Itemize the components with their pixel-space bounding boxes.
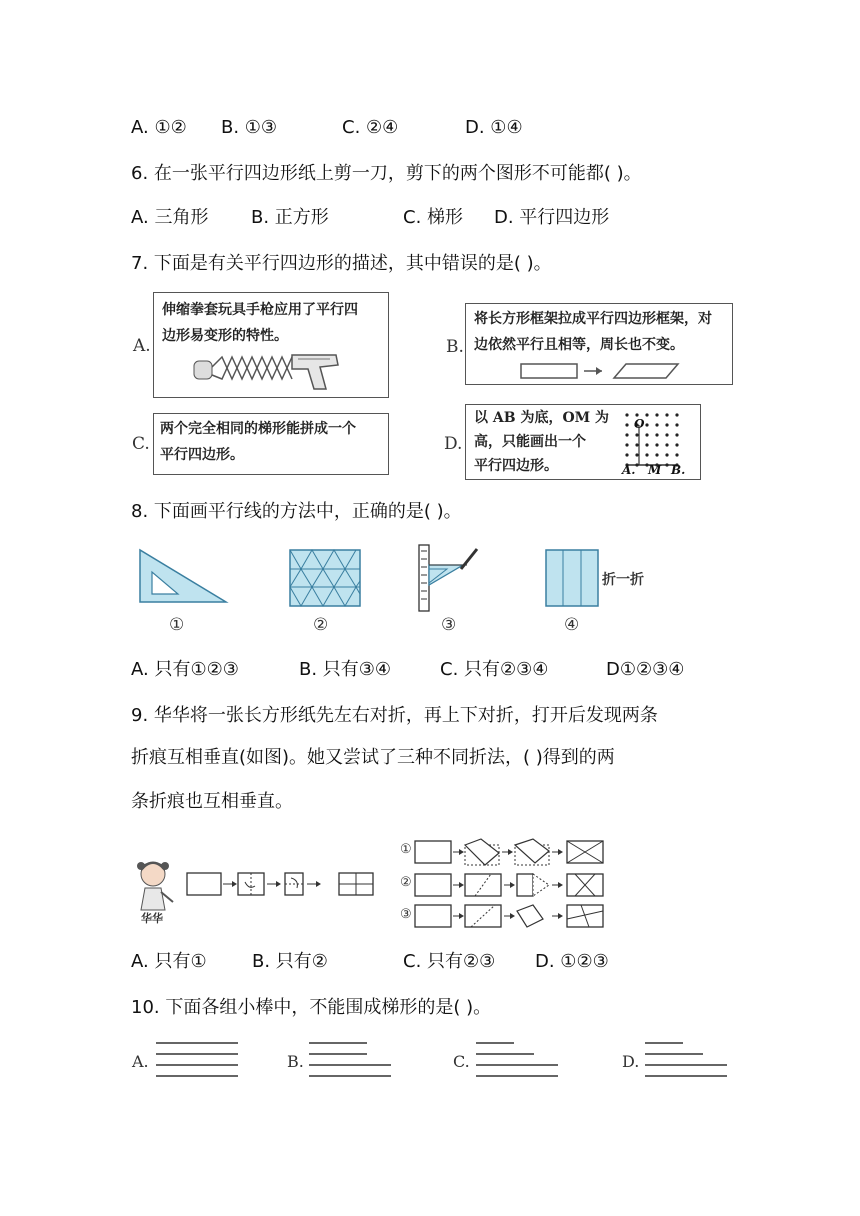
q7-box-c bbox=[153, 413, 389, 475]
q7-box-b-line1: 将长方形框架拉成平行四边形框架，对 bbox=[474, 311, 712, 327]
figure-label-3: ③ bbox=[441, 615, 457, 635]
grid-dot bbox=[645, 453, 648, 456]
q7-box-a-line2: 边形易变形的特性。 bbox=[162, 328, 288, 344]
sticks-label-d: D. bbox=[622, 1052, 640, 1071]
grid-dot bbox=[665, 453, 668, 456]
girl-label: 华华 bbox=[141, 912, 163, 925]
grid-dot bbox=[625, 433, 628, 436]
q7-question: 7. 下面是有关平行四边形的描述，其中错误的是( )。 bbox=[131, 253, 552, 274]
q7-box-d bbox=[465, 404, 701, 480]
grid-dot bbox=[645, 433, 648, 436]
grid-dot bbox=[635, 443, 638, 446]
q9-line-2: 折痕互相垂直(如图)。她又尝试了三种不同折法，( )得到的两 bbox=[131, 747, 615, 768]
fold-sequence-main bbox=[187, 870, 387, 900]
grid-dot bbox=[655, 413, 658, 416]
q6-option-b: B. 正方形 bbox=[251, 207, 329, 228]
q9-option-b: B. 只有② bbox=[252, 951, 328, 972]
q7-box-c-line2: 平行四边形。 bbox=[160, 447, 244, 463]
grid-dot bbox=[675, 453, 678, 456]
ruler-setsquare-icon bbox=[417, 543, 487, 613]
q5-option-b: B. ①③ bbox=[221, 117, 278, 138]
figure-label-1: ① bbox=[169, 615, 185, 635]
q7-box-b-letter: B. bbox=[446, 337, 464, 357]
q7-box-c-line1: 两个完全相同的梯形能拼成一个 bbox=[160, 421, 356, 437]
grid-dot bbox=[665, 433, 668, 436]
q8-option-d: D①②③④ bbox=[606, 659, 685, 680]
sticks-label-b: B. bbox=[287, 1052, 304, 1071]
fold-text: 折一折 bbox=[602, 572, 644, 588]
rectangle-to-parallelogram-icon bbox=[466, 304, 734, 386]
grid-dot bbox=[625, 453, 628, 456]
q7-box-d-line1: 以 AB 为底，OM 为 bbox=[474, 410, 610, 426]
q7-box-a-letter: A. bbox=[133, 336, 151, 356]
grid-dot bbox=[625, 423, 628, 426]
grid-dot bbox=[635, 453, 638, 456]
grid-dot bbox=[655, 443, 658, 446]
sticks-label-a: A. bbox=[132, 1052, 149, 1071]
q8-question: 8. 下面画平行线的方法中，正确的是( )。 bbox=[131, 501, 462, 522]
figure-label-4: ④ bbox=[564, 615, 580, 635]
q8-option-a: A. 只有①②③ bbox=[131, 659, 239, 680]
grid-dot bbox=[665, 423, 668, 426]
grid-dot bbox=[655, 433, 658, 436]
q7-box-a-line1: 伸缩拳套玩具手枪应用了平行四 bbox=[162, 302, 358, 318]
q7-box-d-line3: 平行四边形。 bbox=[474, 458, 558, 474]
sticks-group-b bbox=[307, 1041, 397, 1081]
row-label-3: ③ bbox=[400, 907, 412, 922]
grid-dot bbox=[665, 413, 668, 416]
q7-box-d-letter: D. bbox=[444, 434, 463, 454]
grid-dot bbox=[665, 443, 668, 446]
q5-option-a: A. ①② bbox=[131, 117, 187, 138]
row-label-1: ① bbox=[400, 842, 412, 857]
sticks-group-d bbox=[643, 1041, 733, 1081]
grid-dot bbox=[675, 413, 678, 416]
grid-label-o: O bbox=[634, 417, 645, 431]
q9-line-1: 9. 华华将一张长方形纸先左右对折，再上下对折，打开后发现两条 bbox=[131, 705, 658, 726]
q6-question: 6. 在一张平行四边形纸上剪一刀，剪下的两个图形不可能都( )。 bbox=[131, 163, 642, 184]
q9-option-c: C. 只有②③ bbox=[403, 951, 496, 972]
row-label-2: ② bbox=[400, 875, 412, 890]
q9-option-d: D. ①②③ bbox=[535, 951, 609, 972]
grid-dot bbox=[635, 433, 638, 436]
sticks-label-c: C. bbox=[453, 1052, 470, 1071]
q8-option-c: C. 只有②③④ bbox=[440, 659, 549, 680]
grid-dot bbox=[645, 443, 648, 446]
grid-dot bbox=[625, 443, 628, 446]
q10-question: 10. 下面各组小棒中，不能围成梯形的是( )。 bbox=[131, 997, 492, 1018]
folded-paper-icon bbox=[545, 550, 601, 608]
triangle-ruler-icon bbox=[138, 548, 238, 614]
grid-dot bbox=[665, 463, 668, 466]
q5-option-d: D. ①④ bbox=[465, 117, 523, 138]
q5-option-c: C. ②④ bbox=[342, 117, 399, 138]
grid-label-b: B. bbox=[671, 463, 686, 477]
grid-label-a: A. bbox=[622, 463, 636, 477]
grid-dot bbox=[675, 423, 678, 426]
grid-dot bbox=[675, 433, 678, 436]
sticks-group-c bbox=[474, 1041, 564, 1081]
grid-dot bbox=[675, 443, 678, 446]
dot-grid-icon bbox=[466, 405, 702, 481]
grid-dot bbox=[655, 423, 658, 426]
grid-label-m: M bbox=[648, 463, 662, 477]
sticks-group-a bbox=[154, 1041, 244, 1081]
toy-gun-icon bbox=[154, 293, 390, 399]
q6-option-d: D. 平行四边形 bbox=[494, 207, 610, 228]
grid-dot bbox=[625, 413, 628, 416]
q7-box-b bbox=[465, 303, 733, 385]
grid-dot bbox=[645, 423, 648, 426]
q8-option-b: B. 只有③④ bbox=[299, 659, 392, 680]
q7-box-c-letter: C. bbox=[132, 434, 150, 454]
q9-option-a: A. 只有① bbox=[131, 951, 207, 972]
figure-label-2: ② bbox=[313, 615, 329, 635]
q6-option-c: C. 梯形 bbox=[403, 207, 464, 228]
q6-option-a: A. 三角形 bbox=[131, 207, 209, 228]
triangle-grid-icon bbox=[290, 550, 362, 606]
grid-dot bbox=[645, 413, 648, 416]
fold-methods-diagram bbox=[415, 839, 615, 931]
grid-dot bbox=[655, 453, 658, 456]
q9-line-3: 条折痕也互相垂直。 bbox=[131, 791, 293, 812]
q7-box-a bbox=[153, 292, 389, 398]
q7-box-b-line2: 边依然平行且相等，周长也不变。 bbox=[474, 337, 684, 353]
q7-box-d-line2: 高，只能画出一个 bbox=[474, 434, 586, 450]
